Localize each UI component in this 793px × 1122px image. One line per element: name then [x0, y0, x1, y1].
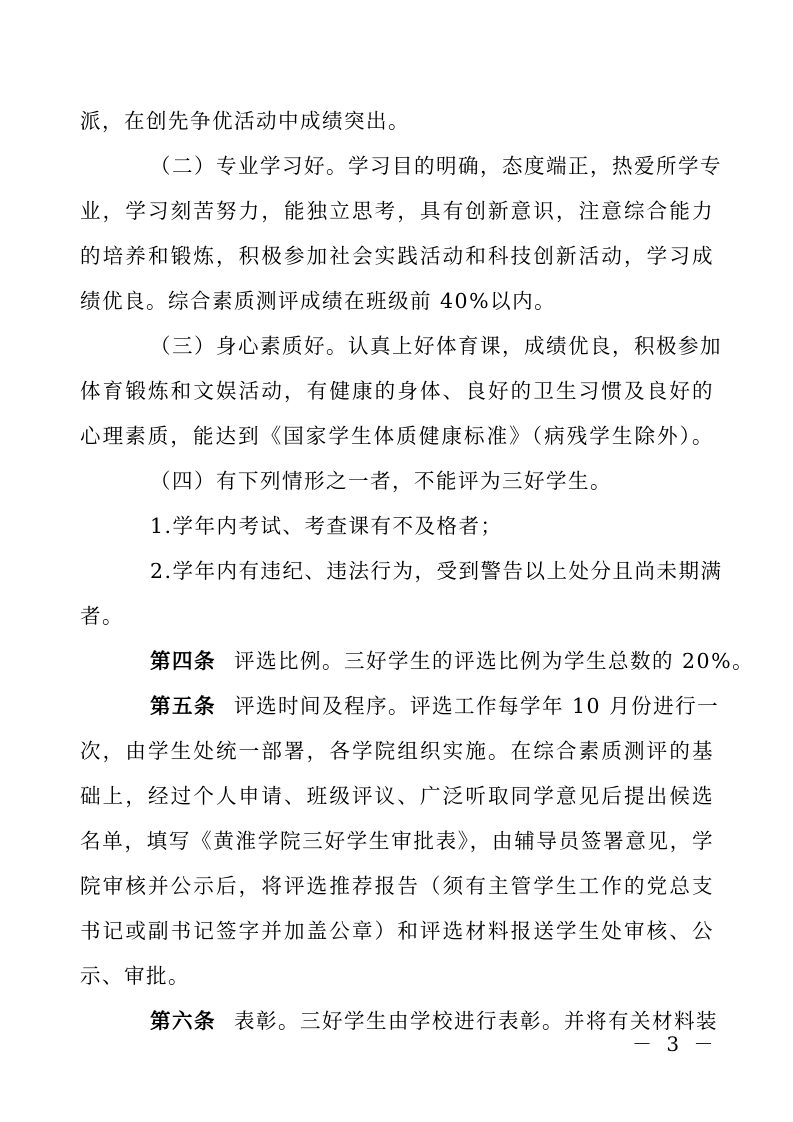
text-line: 评选时间及程序。评选工作每学年 10 月份进行一 — [234, 694, 720, 718]
text-line: 书记或副书记签字并加盖公章）和评选材料报送学生处审核、公 — [80, 919, 714, 943]
article-six-line — [150, 1007, 718, 1035]
article-five-line — [150, 692, 720, 720]
article-heading: 第六条 — [150, 1009, 216, 1033]
text-line: 的培养和锻炼，积极参加社会实践活动和科技创新活动，学习成 — [80, 244, 714, 268]
text-line: （四）有下列情形之一者，不能评为三好学生。 — [150, 469, 612, 493]
text-line: 表彰。三好学生由学校进行表彰。并将有关材料装 — [234, 1009, 718, 1033]
text-line: 派，在创先争优活动中成绩突出。 — [80, 109, 410, 133]
page-number: － 3 － — [632, 1032, 718, 1056]
list-item: 2.学年内有违纪、违法行为，受到警告以上处分且尚未期满 — [150, 559, 723, 583]
article-heading: 第五条 — [150, 694, 216, 718]
text-line: 评选比例。三好学生的评选比例为学生总数的 20%。 — [234, 649, 755, 673]
text-line: 次，由学生处统一部署，各学院组织实施。在综合素质测评的基 — [80, 739, 714, 763]
text-line: 绩优良。综合素质测评成绩在班级前 40%以内。 — [80, 289, 557, 313]
text-line: 础上，经过个人申请、班级评议、广泛听取同学意见后提出候选 — [80, 784, 714, 808]
text-line: 院审核并公示后，将评选推荐报告（须有主管学生工作的党总支 — [80, 874, 714, 898]
text-line: 心理素质，能达到《国家学生体质健康标准》（病残学生除外）。 — [80, 424, 714, 448]
text-line: 名单，填写《黄淮学院三好学生审批表》，由辅导员签署意见，学 — [80, 829, 714, 853]
article-heading: 第四条 — [150, 649, 216, 673]
text-line: 者。 — [80, 604, 124, 628]
text-line: （三）身心素质好。认真上好体育课，成绩优良，积极参加 — [150, 334, 722, 358]
text-line: 体育锻炼和文娱活动，有健康的身体、良好的卫生习惯及良好的 — [80, 379, 714, 403]
list-item: 1.学年内考试、考查课有不及格者； — [150, 514, 503, 538]
text-line: （二）专业学习好。学习目的明确，态度端正，热爱所学专 — [150, 154, 722, 178]
text-line: 业，学习刻苦努力，能独立思考，具有创新意识，注意综合能力 — [80, 199, 714, 223]
text-line: 示、审批。 — [80, 964, 190, 988]
article-four-line — [150, 647, 754, 675]
